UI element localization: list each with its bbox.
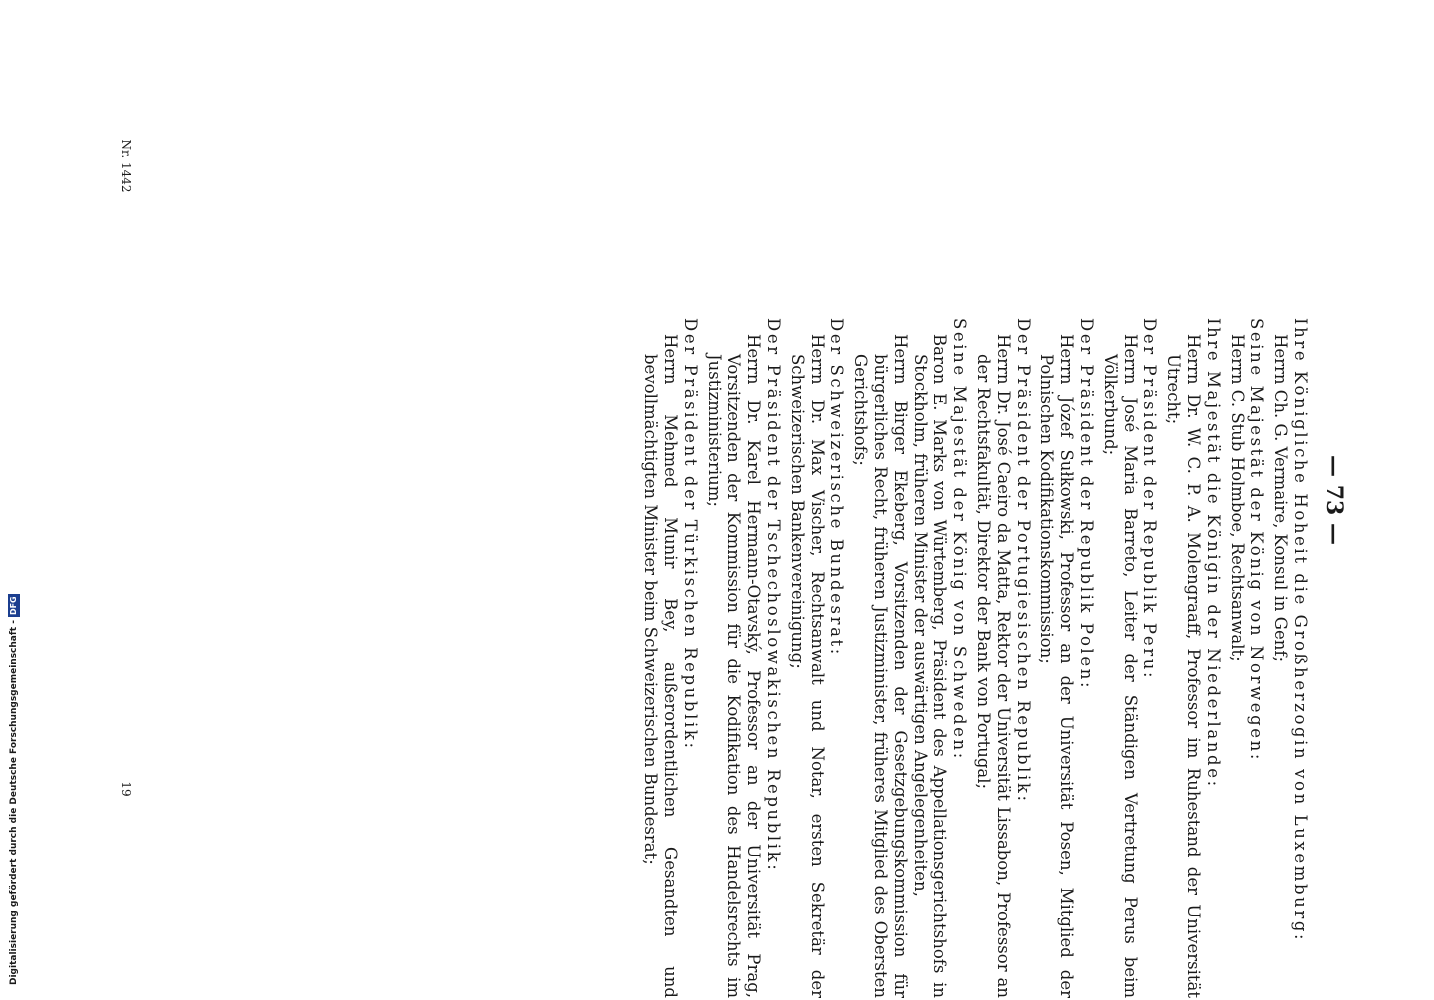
plenipotentiary: Herrn Dr. Karel Hermann-Otavský, Professor an der Universität Prag, Vorsitzenden der Kommission für die Kodifikation des Handelsrechts im Justizministerium; (704, 334, 764, 998)
signatory-entry (850, 318, 969, 998)
plenipotentiary: Herrn Mehmed Munir Bey, außerordentlichen Gesandten und bevollmächtigten Minister beim Schweizerischen Bundesrat; (641, 334, 681, 998)
signatory-entry (641, 318, 700, 998)
head-of-state-heading: Ihre Königliche Hoheit die Großherzogin von Luxemburg: (1291, 318, 1310, 943)
head-of-state-heading: Ihre Majestät die Königin der Niederlande: (1203, 318, 1223, 789)
plenipotentiary: Herrn Birger Ekeberg, Vorsitzenden der Gesetzgebungskommission für bürgerliches Recht, früheren Justizminister, früheres Mitglied des Obersten Gerichtshofs; (851, 334, 910, 998)
plenipotentiary: Herrn Ch. G. Vermaire, Konsul in Genf; (1271, 334, 1291, 663)
plenipotentiary: Herrn Dr. W. C. P. A. Molengraaff, Professor im Ruhestand der Universität Utrecht; (1164, 334, 1204, 998)
signatory-entry (704, 318, 783, 998)
signatory-entry (1227, 318, 1267, 998)
plenipotentiary: Herrn Dr. José Caeiro da Matta, Rektor der Universität Lissabon, Professor an der Rechtsfakultät, Direktor der Bank von Portugal; (974, 334, 1013, 998)
signatory-entry (1037, 318, 1096, 998)
page-number: — 73 — (1321, 455, 1347, 545)
sheet-number: 19 (119, 781, 133, 797)
head-of-state-heading: Der Präsident der Republik Polen: (1077, 318, 1097, 691)
signatory-entry (1270, 318, 1310, 998)
dfg-logo: DFG (9, 596, 18, 616)
signatory-entry (1100, 318, 1159, 998)
treaty-signatories-text (130, 318, 1310, 998)
plenipotentiary: Herrn Dr. Max Vischer, Rechtsanwalt und Notar, ersten Sekretär der Schweizerischen Bankenvereinigung; (787, 334, 827, 998)
head-of-state-heading: Seine Majestät der König von Schweden: (950, 318, 970, 761)
head-of-state-heading: Seine Majestät der König von Norwegen: (1247, 318, 1267, 762)
signatory-entry (787, 318, 846, 998)
footer-text: Digitalisierung gefördert durch die Deutsche Forschungsgemeinschaft - (9, 620, 19, 985)
head-of-state-heading: Der Präsident der Republik Peru: (1140, 318, 1160, 681)
head-of-state-heading: Der Präsident der Türkischen Republik: (680, 318, 700, 751)
document-number: Nr. 1442 (119, 139, 133, 193)
plenipotentiary: Herrn José Maria Barreto, Leiter der Ständigen Vertretung Perus beim Völkerbund; (1100, 334, 1140, 998)
plenipotentiary: Herrn Józef Sułkowski, Professor an der Universität Posen, Mitglied der Polnischen Kodifikationskommission; (1037, 334, 1077, 998)
signatory-entry (1163, 318, 1222, 998)
signatory-entry (973, 318, 1032, 998)
head-of-state-heading: Der Präsident der Portugiesischen Republik: (1013, 318, 1033, 804)
plenipotentiary: Baron E. Marks von Würtemberg, Präsident des Appellationsgerichtshofs in Stockholm, früheren Minister der auswärtigen Angelegenheiten, (910, 334, 950, 998)
head-of-state-heading: Der Präsident der Tschechoslowakischen Republik: (764, 318, 784, 873)
plenipotentiary: Herrn C. Stub Holmboe, Rechtsanwalt; (1227, 334, 1247, 662)
head-of-state-heading: Der Schweizerische Bundesrat: (827, 318, 847, 657)
digitization-footer (8, 594, 20, 985)
